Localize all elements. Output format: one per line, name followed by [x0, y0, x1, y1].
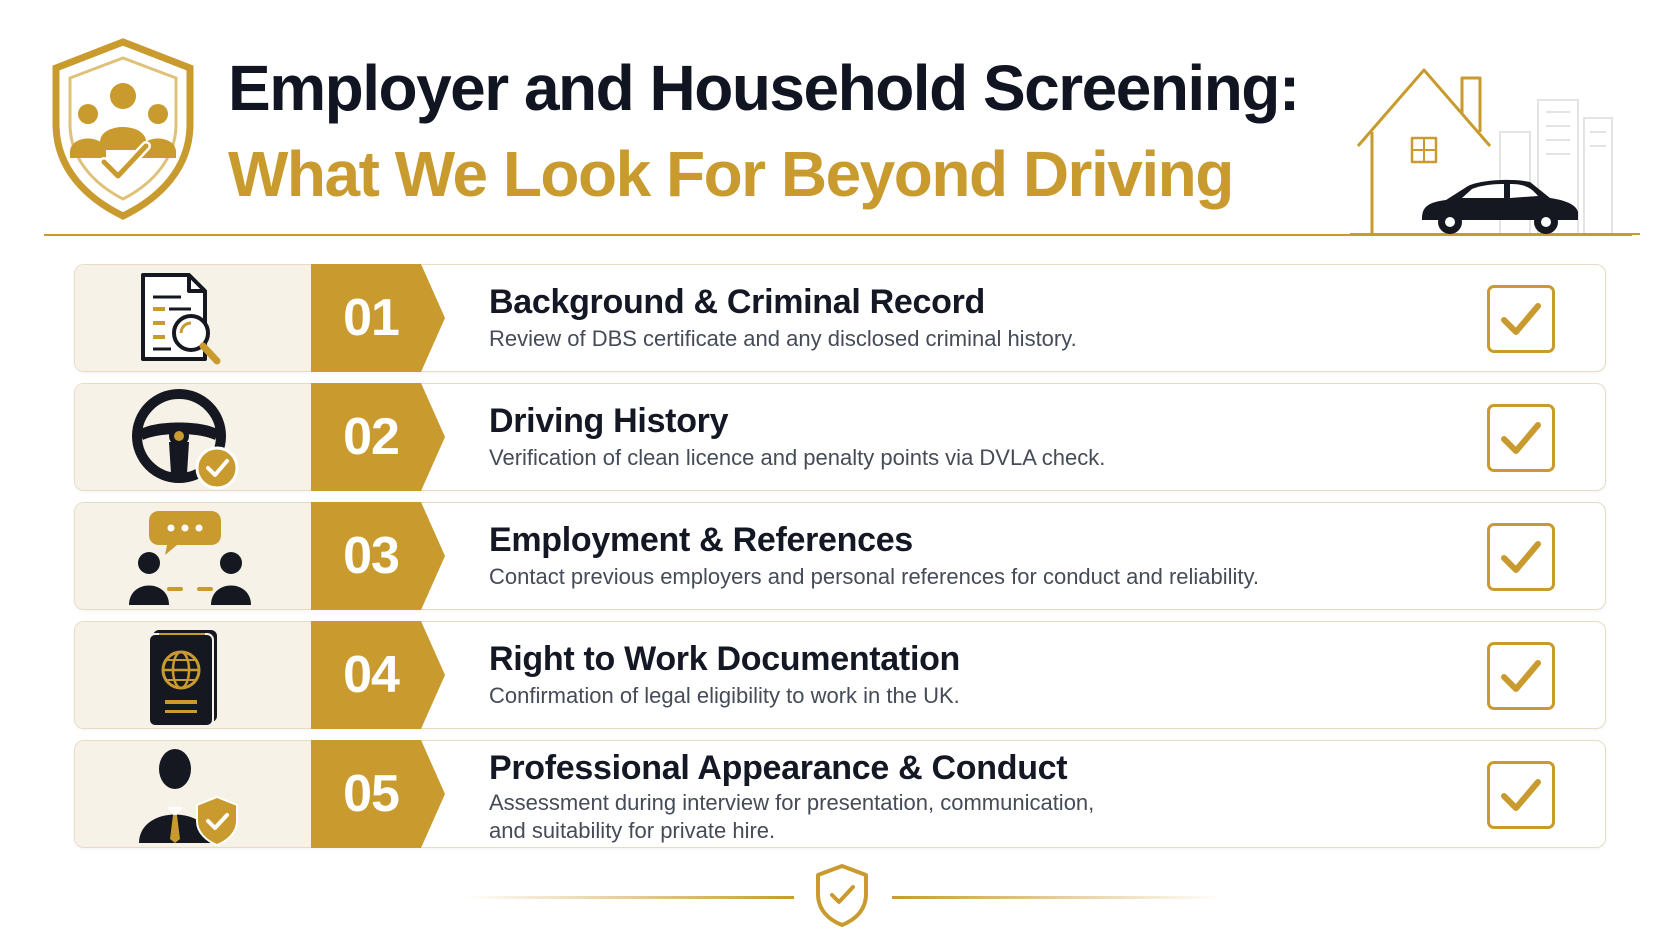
checkbox[interactable] [1487, 642, 1555, 710]
house-car-illustration [1350, 62, 1640, 238]
steering-wheel-check-icon [125, 386, 243, 490]
checkmark-icon [1500, 776, 1542, 814]
item-number: 04 [343, 646, 399, 704]
item-description: Verification of clean licence and penalty points via DVLA check. [489, 445, 1106, 470]
document-search-icon [125, 267, 229, 371]
checkmark-icon [1500, 300, 1542, 338]
icon-cell [75, 384, 315, 490]
checkmark-icon [1500, 538, 1542, 576]
item-title: Employment & References [489, 521, 913, 559]
screening-item-3 [74, 502, 1606, 610]
item-number: 02 [343, 408, 399, 466]
item-description: Assessment during interview for presentation, communication, [489, 790, 1095, 815]
icon-cell [75, 741, 315, 847]
item-number: 01 [343, 289, 399, 347]
checkbox[interactable] [1487, 285, 1555, 353]
item-description: Review of DBS certificate and any disclosed criminal history. [489, 326, 1077, 351]
checkbox[interactable] [1487, 404, 1555, 472]
people-conversation-icon [125, 505, 255, 609]
item-number: 03 [343, 527, 399, 585]
icon-cell [75, 503, 315, 609]
item-description: Contact previous employers and personal references for conduct and reliability. [489, 564, 1259, 589]
item-title: Right to Work Documentation [489, 640, 961, 678]
screening-item-2 [74, 383, 1606, 491]
icon-cell [75, 265, 315, 371]
title-line-1: Employer and Household Screening: [228, 52, 1299, 124]
checkbox[interactable] [1487, 523, 1555, 591]
item-title: Driving History [489, 402, 729, 440]
checkmark-icon [1500, 657, 1542, 695]
checkbox[interactable] [1487, 761, 1555, 829]
checkmark-icon [1500, 419, 1542, 457]
shield-people-check-icon [50, 38, 196, 220]
screening-item-5 [74, 740, 1606, 848]
screening-item-1 [74, 264, 1606, 372]
item-title: Professional Appearance & Conduct [489, 749, 1068, 787]
footer-divider-right [892, 896, 1222, 899]
professional-person-shield-icon [125, 743, 245, 847]
item-title: Background & Criminal Record [489, 283, 986, 321]
item-number: 05 [343, 765, 399, 823]
icon-cell [75, 622, 315, 728]
title-line-2: What We Look For Beyond Driving [228, 138, 1233, 210]
item-description: Confirmation of legal eligibility to work in the UK. [489, 683, 960, 708]
footer-shield-check-icon [814, 862, 870, 928]
screening-item-4 [74, 621, 1606, 729]
item-description-line-2: and suitability for private hire. [489, 818, 776, 843]
header-divider [44, 234, 1632, 236]
footer-divider-left [464, 896, 794, 899]
passport-icon [125, 624, 229, 728]
